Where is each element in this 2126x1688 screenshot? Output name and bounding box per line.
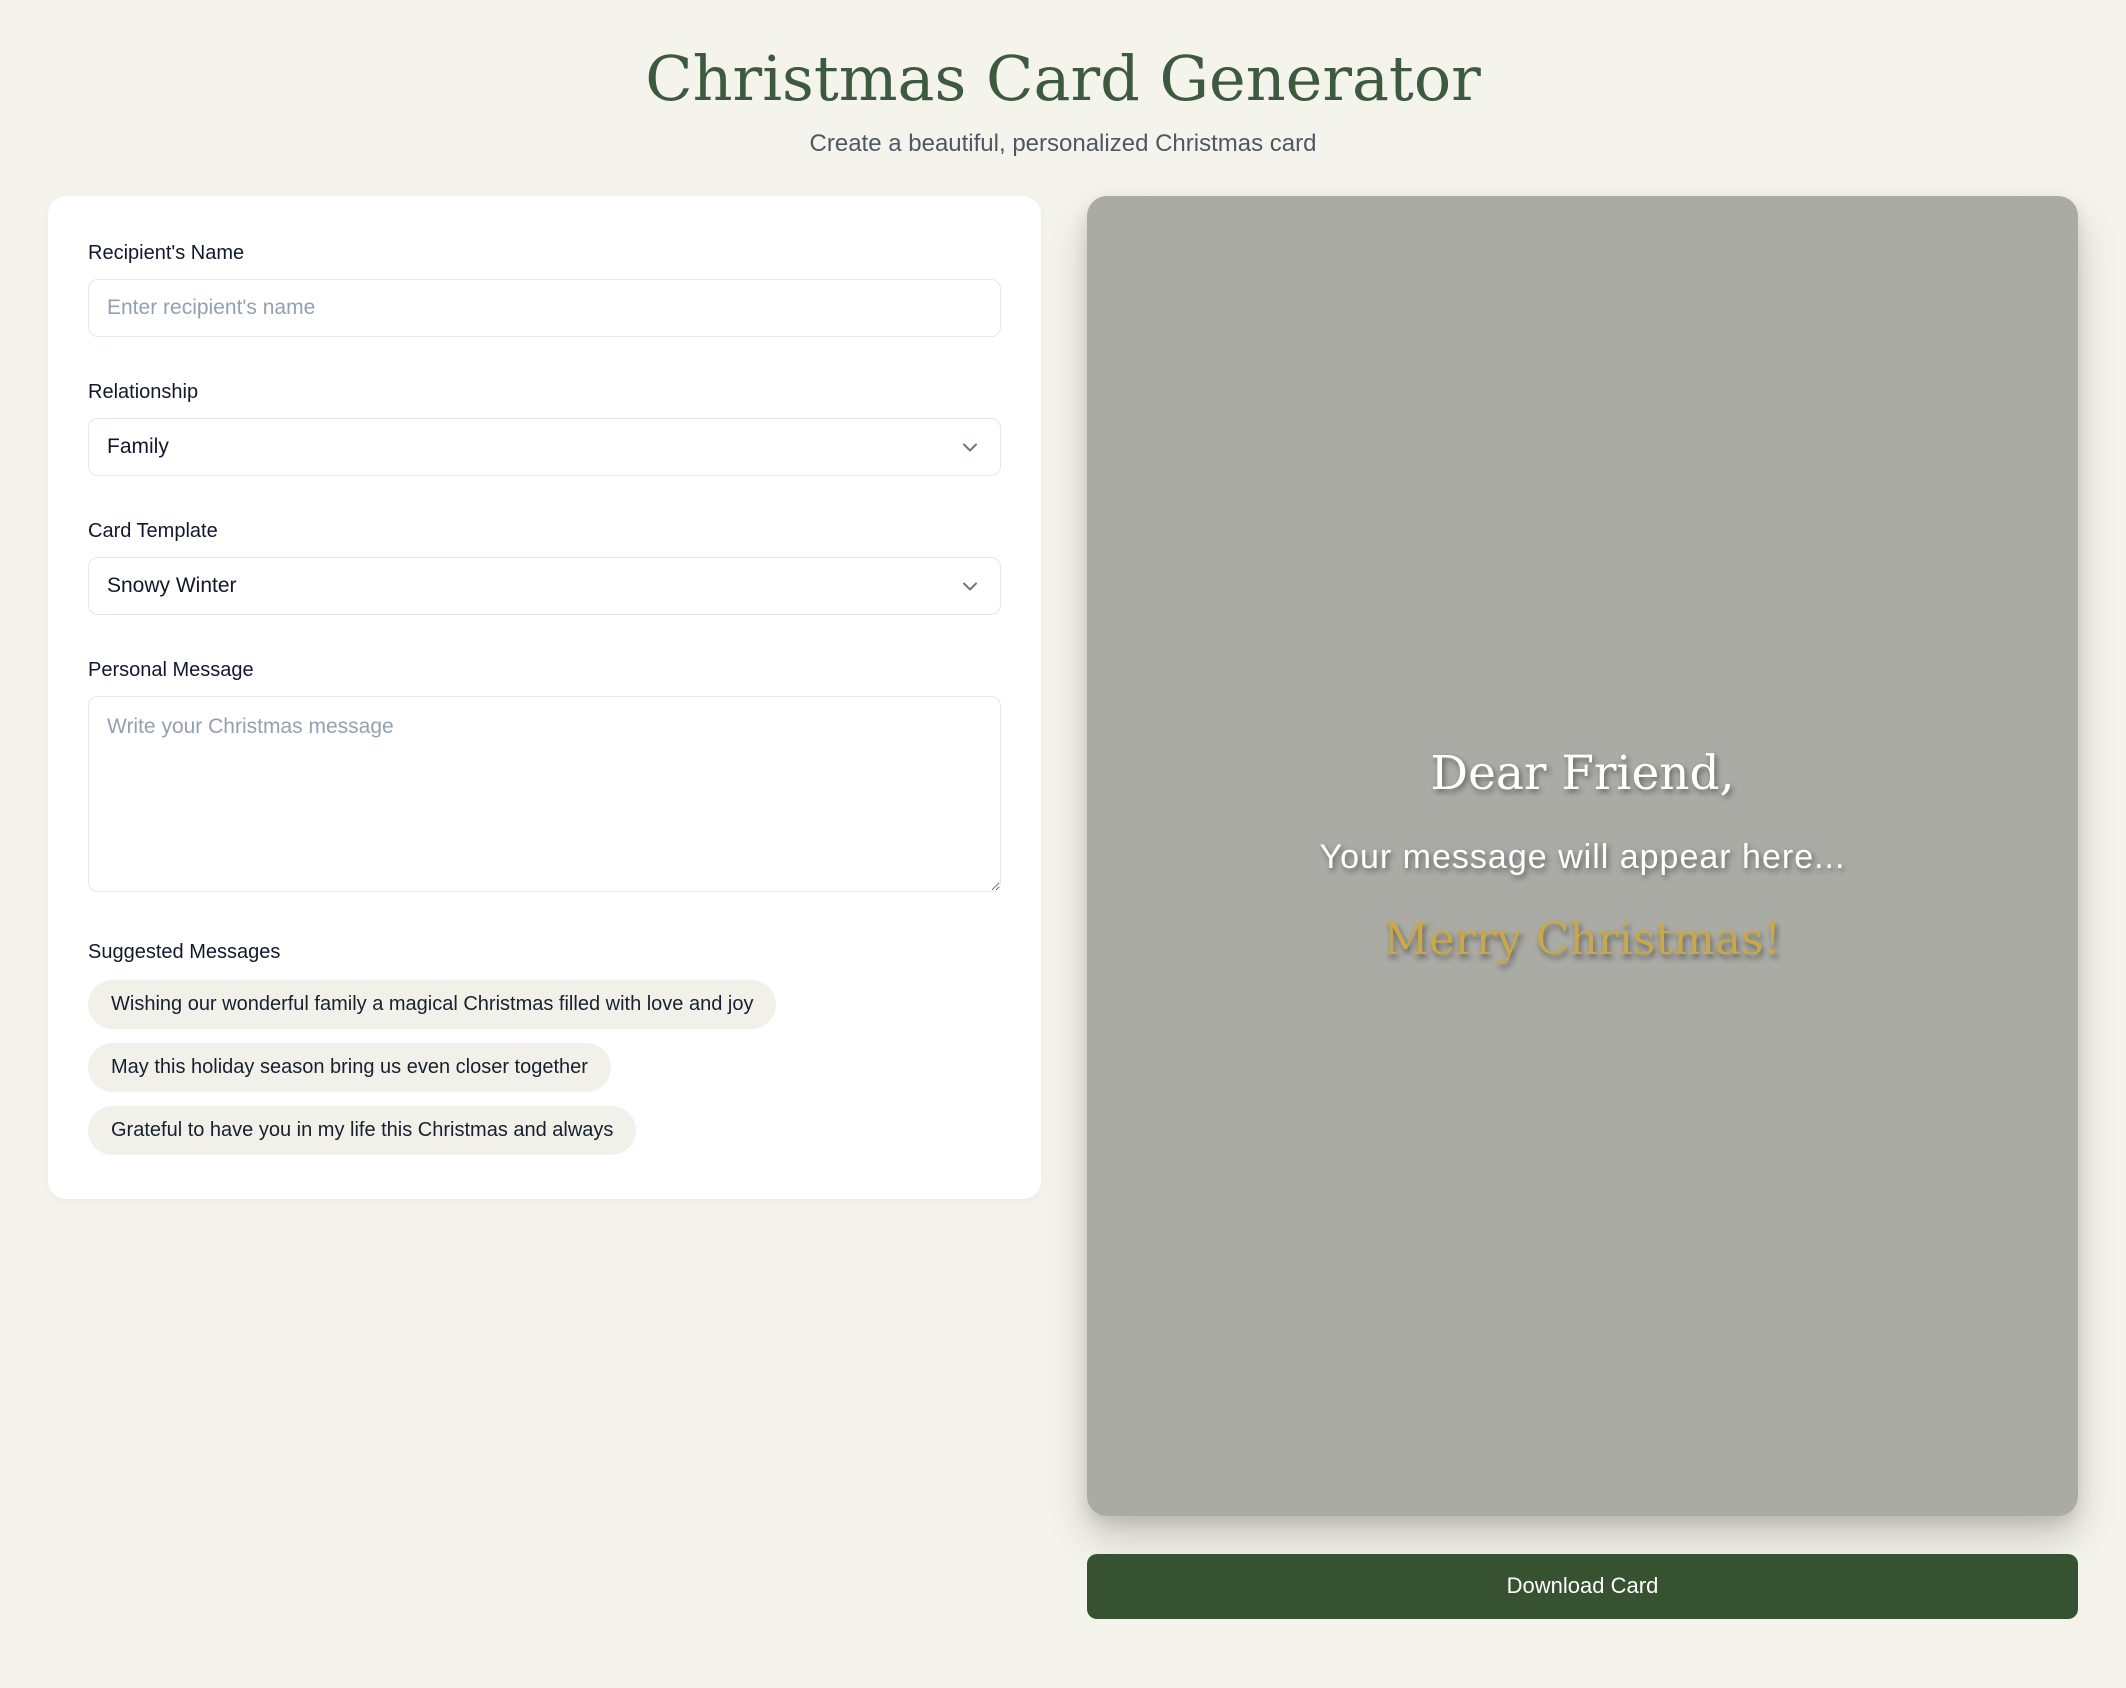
suggested-messages-label: Suggested Messages (88, 940, 281, 963)
main-content (48, 196, 2078, 1619)
suggested-message-pill[interactable]: Grateful to have you in my life this Christmas and always (88, 1106, 636, 1155)
relationship-group (88, 381, 1001, 476)
preview-message: Your message will appear here... (1319, 838, 1846, 877)
card-template-group (88, 520, 1001, 615)
recipient-name-label: Recipient's Name (88, 241, 245, 264)
suggested-messages-group (88, 941, 1001, 1155)
chevron-down-icon (958, 435, 982, 459)
suggested-message-pill[interactable]: Wishing our wonderful family a magical Christmas filled with love and joy (88, 980, 776, 1029)
page-header (0, 0, 2126, 160)
personal-message-label: Personal Message (88, 658, 254, 681)
preview-column (1087, 196, 2078, 1619)
personal-message-textarea[interactable] (88, 696, 1001, 892)
card-template-selected-value: Snowy Winter (107, 573, 237, 597)
card-template-label: Card Template (88, 519, 218, 542)
chevron-down-icon (958, 574, 982, 598)
download-card-button[interactable]: Download Card (1087, 1554, 2078, 1619)
relationship-selected-value: Family (107, 434, 169, 458)
preview-closing: Merry Christmas! (1383, 914, 1782, 966)
suggested-messages-list (88, 980, 1001, 1155)
card-template-select[interactable] (88, 557, 1001, 615)
relationship-select[interactable] (88, 418, 1001, 476)
card-preview (1087, 196, 2078, 1516)
suggested-message-pill[interactable]: May this holiday season bring us even closer together (88, 1043, 611, 1092)
personal-message-group (88, 659, 1001, 897)
preview-greeting: Dear Friend, (1430, 746, 1735, 802)
page-title: Christmas Card Generator (645, 42, 1481, 115)
relationship-label: Relationship (88, 380, 199, 403)
page-subtitle: Create a beautiful, personalized Christmas card (809, 130, 1317, 158)
recipient-name-group (88, 242, 1001, 337)
recipient-name-input[interactable] (88, 279, 1001, 337)
card-form-panel (48, 196, 1041, 1199)
